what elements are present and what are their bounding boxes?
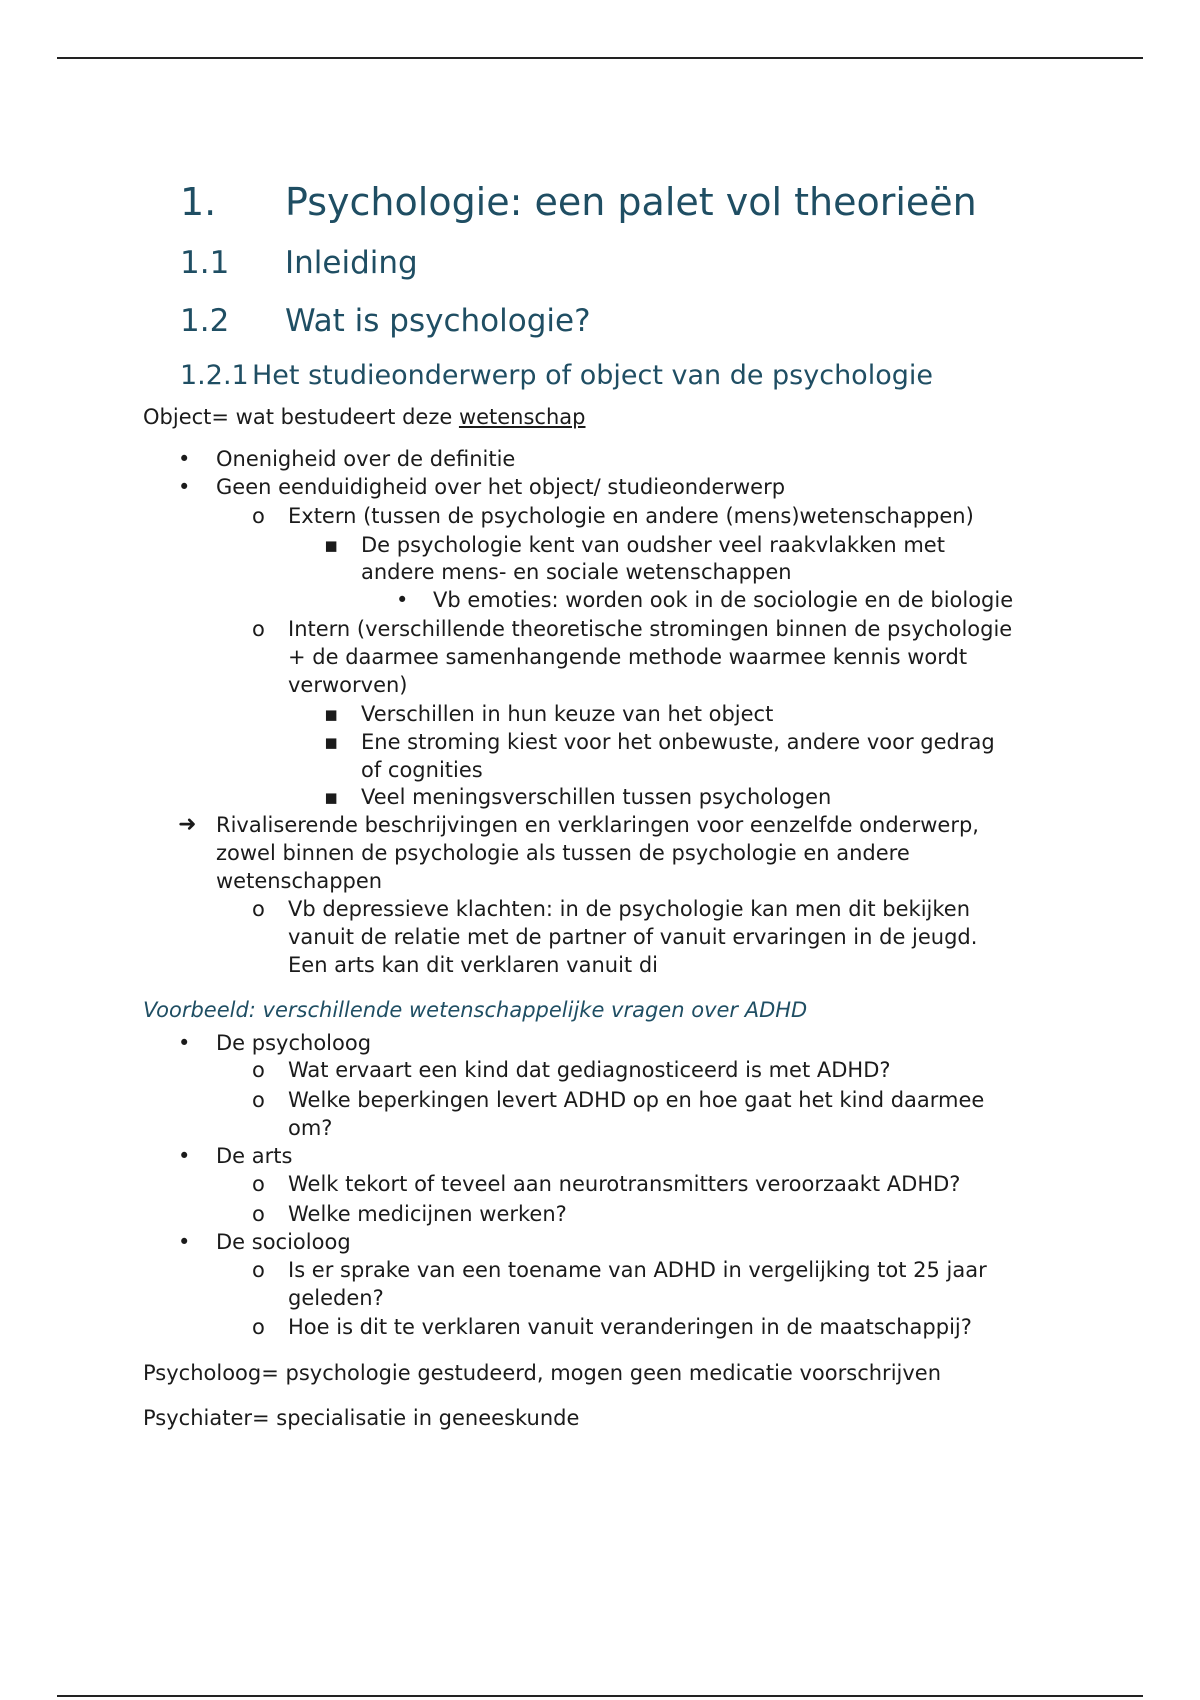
list-item: Extern (tussen de psychologie en andere (mens)wetenschappen)	[288, 504, 974, 528]
list-item: Intern (verschillende theoretische stromingen binnen de psychologie	[288, 617, 1013, 641]
list-item: Is er sprake van een toename van ADHD in vergelijking tot 25 jaar	[288, 1258, 987, 1282]
heading-1-number: 1.	[180, 180, 217, 224]
bullet-circle	[252, 1170, 265, 1198]
list-item-continued: wetenschappen	[216, 869, 383, 893]
bullet-dot	[178, 1029, 190, 1057]
list-item: Hoe is dit te verklaren vanuit veranderingen in de maatschappij?	[288, 1315, 972, 1339]
bullet-square	[324, 728, 338, 756]
definition-psycholoog: Psycholoog= psychologie gestudeerd, mogen geen medicatie voorschrijven	[143, 1361, 942, 1385]
bullet-circle	[252, 502, 265, 530]
bullet-dot	[178, 445, 190, 473]
object-definition-prefix: Object= wat bestudeert deze	[143, 405, 459, 429]
arrow-right-icon: ➜	[178, 812, 197, 837]
bullet-circle	[252, 1313, 265, 1341]
list-item: Ene stroming kiest voor het onbewuste, andere voor gedrag	[361, 730, 995, 754]
object-definition	[143, 403, 586, 431]
definition-psychiater: Psychiater= specialisatie in geneeskunde	[143, 1406, 580, 1430]
list-item: De psycholoog	[216, 1031, 372, 1055]
list-item-continued: om?	[288, 1116, 333, 1140]
list-item: Verschillen in hun keuze van het object	[361, 702, 774, 726]
heading-1-2-text: Wat is psychologie?	[285, 303, 591, 339]
bullet-square	[324, 531, 338, 559]
bullet-dot	[396, 586, 408, 614]
bullet-circle	[252, 615, 265, 643]
list-item-continued: + de daarmee samenhangende methode waarmee kennis wordt	[288, 645, 968, 669]
heading-1-2-number: 1.2	[180, 303, 230, 339]
list-item-continued: vanuit de relatie met de partner of vanuit ervaringen in de jeugd.	[288, 925, 978, 949]
list-item: Welk tekort of teveel aan neurotransmitters veroorzaakt ADHD?	[288, 1172, 961, 1196]
bullet-dot	[178, 1228, 190, 1256]
list-item: De psychologie kent van oudsher veel raakvlakken met	[361, 533, 945, 557]
list-item-continued: zowel binnen de psychologie als tussen de psychologie en andere	[216, 841, 910, 865]
footer-rule	[57, 1695, 1143, 1697]
list-item: Geen eenduidigheid over het object/ studieonderwerp	[216, 475, 786, 499]
list-item-continued: verworven)	[288, 673, 408, 697]
bullet-circle	[252, 1056, 265, 1084]
heading-1-text: Psychologie: een palet vol theorieën	[285, 180, 977, 224]
list-item: Welke medicijnen werken?	[288, 1202, 567, 1226]
list-item: De arts	[216, 1144, 293, 1168]
bullet-circle	[252, 895, 265, 923]
list-item: Welke beperkingen levert ADHD op en hoe gaat het kind daarmee	[288, 1088, 985, 1112]
bullet-dot	[178, 1142, 190, 1170]
list-item-continued: geleden?	[288, 1286, 384, 1310]
list-item-continued: of cognities	[361, 758, 483, 782]
bullet-circle	[252, 1086, 265, 1114]
list-item: De socioloog	[216, 1230, 351, 1254]
list-item: Wat ervaart een kind dat gediagnosticeerd is met ADHD?	[288, 1058, 891, 1082]
header-rule	[57, 57, 1143, 59]
heading-1-1-text: Inleiding	[285, 245, 418, 281]
list-item: Rivaliserende beschrijvingen en verklaringen voor eenzelfde onderwerp,	[216, 813, 979, 837]
bullet-square	[324, 700, 338, 728]
list-item-continued: Een arts kan dit verklaren vanuit di	[288, 953, 658, 977]
bullet-square	[324, 783, 338, 811]
bullet-circle	[252, 1200, 265, 1228]
bullet-dot	[178, 473, 190, 501]
list-item-continued: andere mens- en sociale wetenschappen	[361, 560, 792, 584]
list-item: Onenigheid over de definitie	[216, 447, 516, 471]
list-item: Vb emoties: worden ook in de sociologie en de biologie	[433, 588, 1014, 612]
example-title: Voorbeeld: verschillende wetenschappelijke vragen over ADHD	[143, 998, 808, 1022]
heading-1-2-1-number: 1.2.1	[180, 360, 249, 391]
object-definition-underlined: wetenschap	[458, 405, 586, 429]
list-item: Veel meningsverschillen tussen psychologen	[361, 785, 832, 809]
heading-1-2-1-text: Het studieonderwerp of object van de psychologie	[252, 360, 933, 391]
list-item: Vb depressieve klachten: in de psychologie kan men dit bekijken	[288, 897, 971, 921]
bullet-circle	[252, 1256, 265, 1284]
heading-1-1-number: 1.1	[180, 245, 230, 281]
